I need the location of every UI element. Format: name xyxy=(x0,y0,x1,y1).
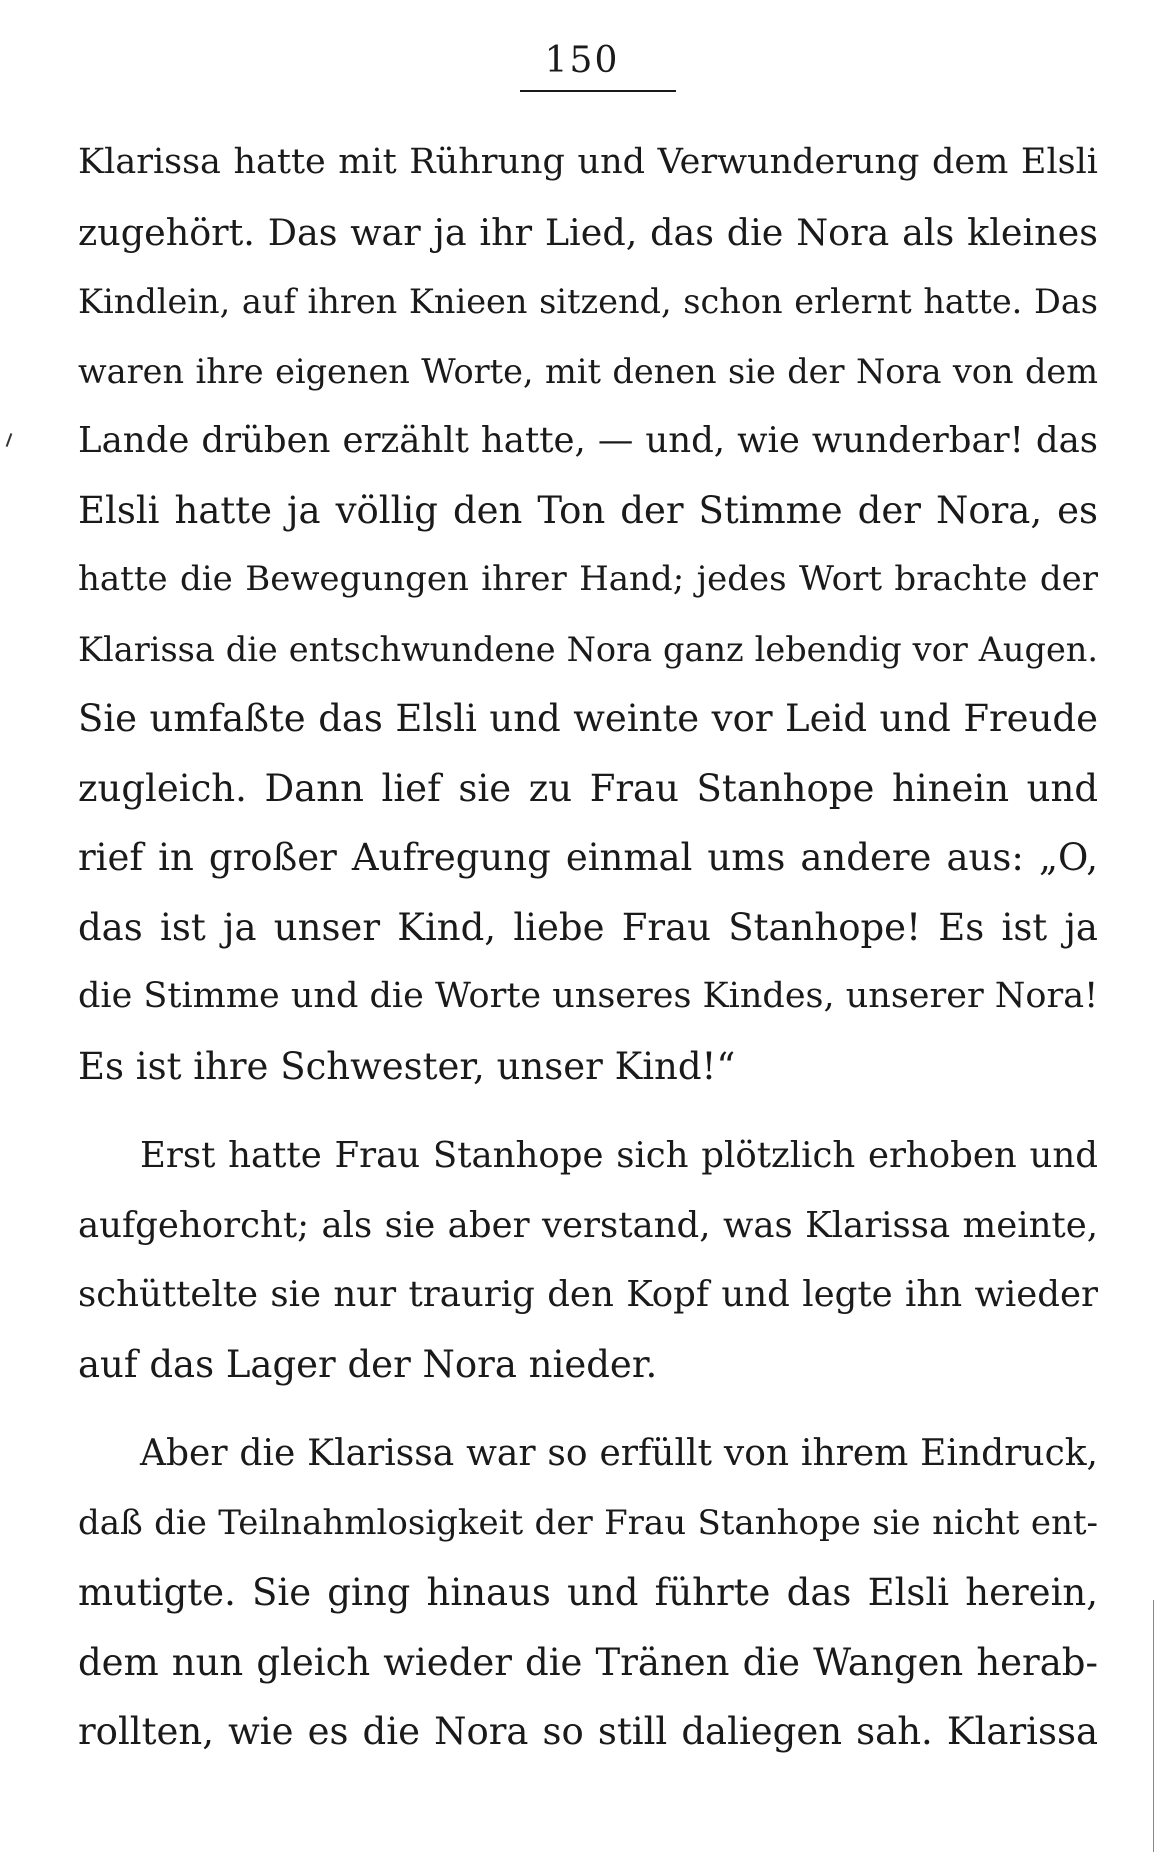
text-line: Aber die Klarissa war so erfüllt von ihrem Eindruck, xyxy=(140,1433,1098,1474)
text-line: Erst hatte Frau Stanhope sich plötzlich erhoben und xyxy=(140,1135,1098,1176)
text-line: schüttelte sie nur traurig den Kopf und legte ihn wieder xyxy=(78,1274,1098,1315)
text-line: rollten, wie es die Nora so still daliegen sah. Klarissa xyxy=(78,1710,1098,1753)
text-line: zugehört. Das war ja ihr Lied, das die Nora als kleines xyxy=(78,210,1098,254)
margin-mark xyxy=(6,433,13,447)
header-rule xyxy=(520,90,676,92)
text-line: aufgehorcht; als sie aber verstand, was Klarissa meinte, xyxy=(78,1204,1098,1246)
text-line: die Stimme und die Worte unseres Kindes, unserer Nora! xyxy=(78,976,1099,1016)
text-line: daß die Teilnahmlosigkeit der Frau Stanhope sie nicht ent- xyxy=(78,1502,1098,1543)
text-line: zugleich. Dann lief sie zu Frau Stanhope hinein und xyxy=(78,766,1098,810)
body-text xyxy=(78,128,1098,1767)
page-number: 150 xyxy=(544,40,620,81)
text-line: Klarissa hatte mit Rührung und Verwunderung dem Elsli xyxy=(78,142,1098,182)
text-line: Kindlein, auf ihren Knieen sitzend, schon erlernt hatte. Das xyxy=(78,282,1098,321)
text-line: Es ist ihre Schwester, unser Kind!“ xyxy=(78,1044,736,1088)
text-line: rief in großer Aufregung einmal ums andere aus: „O, xyxy=(78,836,1098,879)
scan-edge-line xyxy=(1153,1600,1154,1852)
paragraph-gap xyxy=(78,1399,1098,1419)
text-line: Lande drüben erzählt hatte, — und, wie wunderbar! das xyxy=(78,420,1098,461)
text-line: das ist ja unser Kind, liebe Frau Stanhope! Es ist ja xyxy=(78,905,1098,949)
text-line: hatte die Bewegungen ihrer Hand; jedes Wort brachte der xyxy=(78,559,1098,599)
text-line: Elsli hatte ja völlig den Ton der Stimme der Nora, es xyxy=(78,488,1098,532)
paragraph-gap xyxy=(78,1101,1098,1121)
text-line: dem nun gleich wieder die Tränen die Wangen herab- xyxy=(78,1640,1098,1684)
text-line: mutigte. Sie ging hinaus und führte das Elsli herein, xyxy=(78,1571,1098,1614)
text-line: Sie umfaßte das Elsli und weinte vor Leid und Freude xyxy=(78,697,1098,740)
text-line: Klarissa die entschwundene Nora ganz lebendig vor Augen. xyxy=(78,629,1098,669)
text-line: auf das Lager der Nora nieder. xyxy=(78,1342,658,1386)
text-line: waren ihre eigenen Worte, mit denen sie der Nora von dem xyxy=(78,351,1098,391)
